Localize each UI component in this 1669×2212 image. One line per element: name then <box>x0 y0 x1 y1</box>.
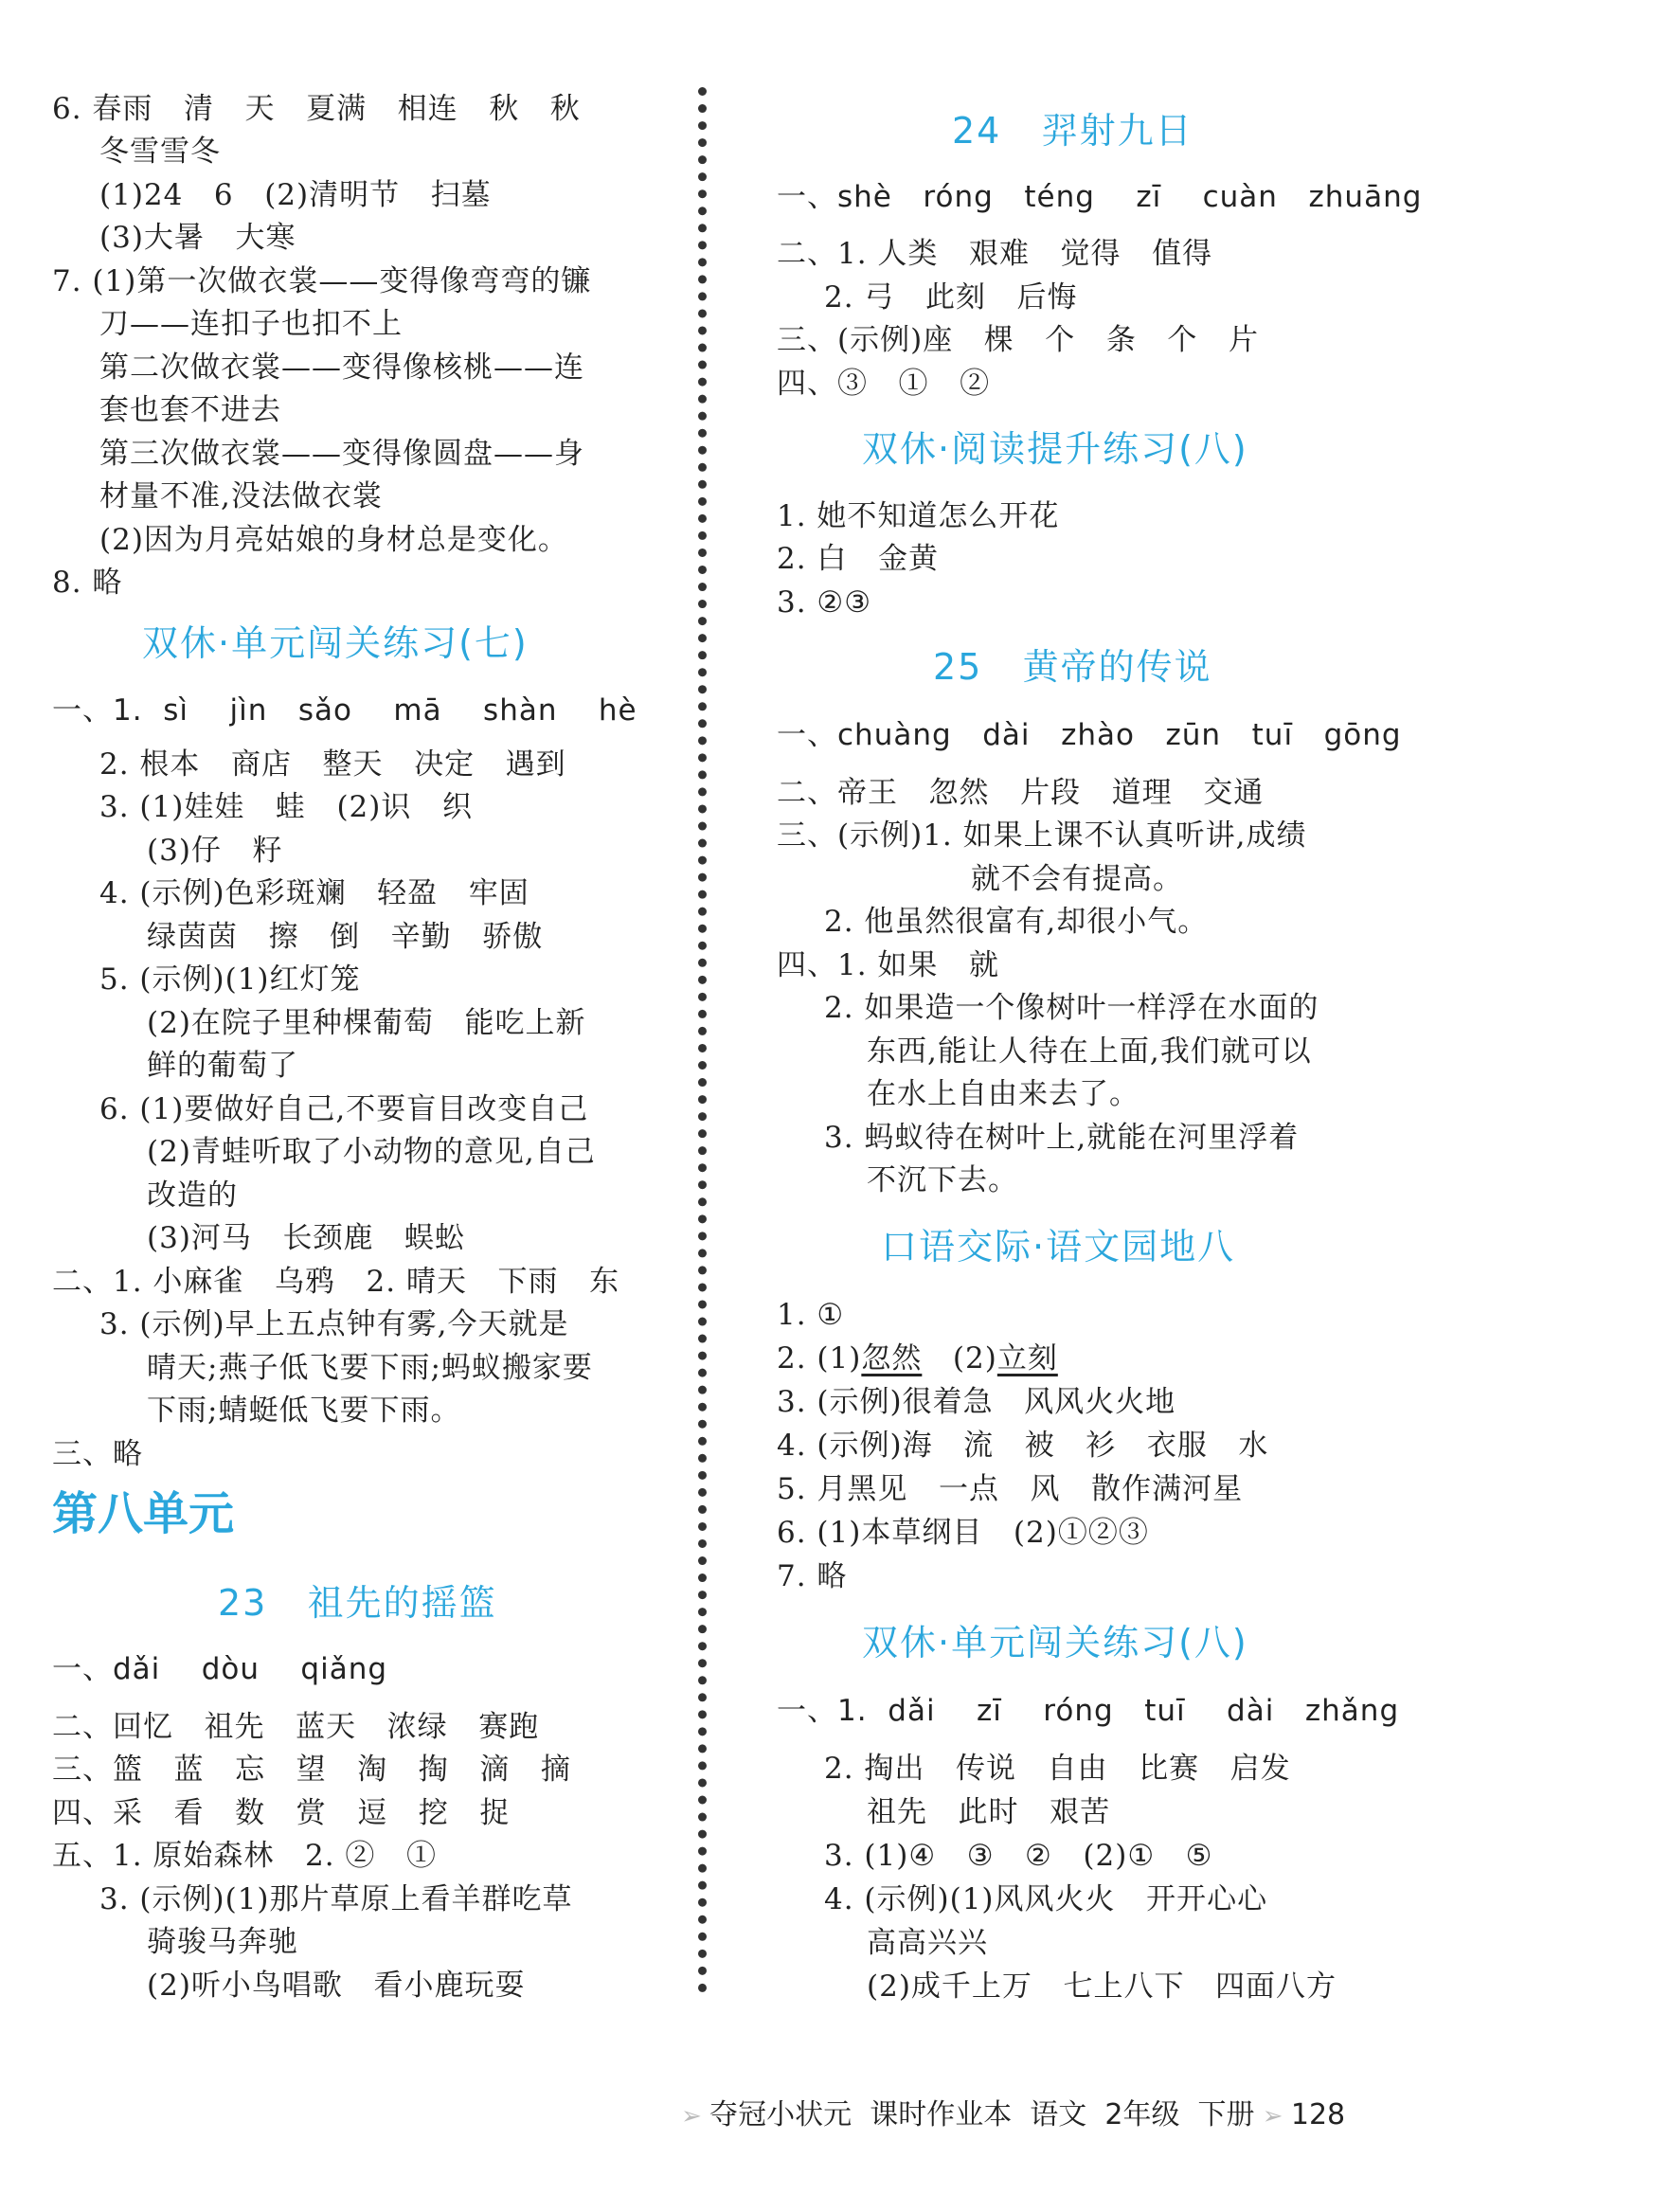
answer-line: 2. 如果造一个像树叶一样浮在水面的 <box>824 991 1319 1025</box>
answer-line: (2)成千上万 七上八下 四面八方 <box>867 1969 1337 2004</box>
answer-line: 绿茵茵 擦 倒 辛勤 骄傲 <box>147 920 544 954</box>
answer-line: 4. (示例)海 流 被 衫 衣服 水 <box>777 1429 1269 1463</box>
answer-line: (2)因为月亮姑娘的身材总是变化。 <box>99 523 568 557</box>
answer-line: 冬雪雪冬 <box>99 135 221 169</box>
answer-line: 改造的 <box>147 1178 238 1213</box>
answer-6: 6. 春雨 清 天 夏满 相连 秋 秋 <box>52 92 581 126</box>
answer-line: 5. (示例)(1)红灯笼 <box>99 962 361 997</box>
answer-line: 5. 月黑见 一点 风 散作满河星 <box>777 1472 1244 1506</box>
answer-line: 下雨;蜻蜓低飞要下雨。 <box>147 1394 461 1428</box>
column-divider <box>698 87 707 1993</box>
underlined-answer: 忽然 <box>861 1341 923 1376</box>
answer-line: 3. ②③ <box>777 585 872 620</box>
answer-8: 8. 略 <box>52 566 123 600</box>
answer-line: 6. (1)要做好自己,不要盲目改变自己 <box>99 1092 589 1126</box>
lesson-heading: 25 黄帝的传说 <box>933 646 1212 688</box>
answer-line: (3)大暑 大寒 <box>99 221 296 255</box>
lesson-heading: 24 羿射九日 <box>952 110 1193 152</box>
footer-brand: 夺冠小状元 <box>709 2098 852 2131</box>
answer-line: 祖先 此时 艰苦 <box>867 1795 1111 1829</box>
pinyin-line: 一、1. dǎi zī róng tuī dài zhǎng <box>777 1694 1400 1728</box>
answer-line: (2)听小鸟唱歌 看小鹿玩耍 <box>147 1969 526 2003</box>
answer-line: 三、篮 蓝 忘 望 淘 掏 滴 摘 <box>52 1753 571 1787</box>
answer-line: 骑骏马奔驰 <box>147 1925 298 1959</box>
arrow-icon: ➢ <box>681 2102 710 2131</box>
arrow-icon: ➢ <box>1254 2102 1291 2131</box>
answer-line: 3. (示例)早上五点钟有雾,今天就是 <box>99 1307 569 1341</box>
section-heading: 双休·单元闯关练习(七) <box>142 622 529 664</box>
answer-line: 2. 白 金黄 <box>777 542 939 576</box>
footer-subject: 语文 <box>1030 2098 1087 2131</box>
pinyin-line: 一、dǎi dòu qiǎng <box>52 1652 388 1686</box>
answer-7: 7. (1)第一次做衣裳——变得像弯弯的镰 <box>52 264 592 298</box>
answer-line: 四、采 看 数 赏 逗 挖 捉 <box>52 1796 511 1830</box>
answer-line: 四、③ ① ② <box>777 367 991 401</box>
answer-line: 五、1. 原始森林 2. ② ① <box>52 1839 437 1873</box>
lesson-heading: 23 祖先的摇篮 <box>218 1582 497 1624</box>
footer-book: 课时作业本 <box>870 2098 1013 2131</box>
answer-line: 在水上自由来去了。 <box>867 1077 1140 1111</box>
answer-line: (2)青蛙听取了小动物的意见,自己 <box>147 1135 596 1169</box>
answer-line: 二、1. 人类 艰难 觉得 值得 <box>777 237 1213 271</box>
answer-line: 第二次做衣裳——变得像核桃——连 <box>99 351 584 385</box>
section-heading: 双休·阅读提升练习(八) <box>862 428 1248 470</box>
answer-line: 3. (1)娃娃 蛙 (2)识 织 <box>99 790 473 824</box>
footer-volume: 下册 <box>1197 2098 1255 2131</box>
answer-line: 6. (1)本草纲目 (2)①②③ <box>777 1516 1149 1550</box>
answer-line: 3. (示例)(1)那片草原上看羊群吃草 <box>99 1882 573 1916</box>
answer-label: 2. (1) <box>777 1341 862 1376</box>
answer-line: (3)河马 长颈鹿 蜈蚣 <box>147 1221 466 1255</box>
answer-line: 2. 弓 此刻 后悔 <box>824 280 1078 315</box>
answer-line: 高高兴兴 <box>867 1926 988 1960</box>
pinyin-line: 一、chuàng dài zhào zūn tuī gōng <box>777 718 1402 752</box>
answer-line: (3)仔 籽 <box>147 834 283 868</box>
page-footer <box>663 2058 1421 2131</box>
answer-line: 东西,能让人待在上面,我们就可以 <box>867 1034 1312 1069</box>
unit-title: 第八单元 <box>52 1487 235 1540</box>
section-heading: 口语交际·语文园地八 <box>881 1226 1236 1268</box>
answer-line: (2)在院子里种棵葡萄 能吃上新 <box>147 1006 586 1040</box>
answer-line: 4. (示例)色彩斑斓 轻盈 牢固 <box>99 876 529 910</box>
answer-line: 刀——连扣子也扣不上 <box>99 307 403 341</box>
answer-line: 二、帝王 忽然 片段 道理 交通 <box>777 776 1265 810</box>
answer-line: 二、回忆 祖先 蓝天 浓绿 赛跑 <box>52 1710 540 1744</box>
answer-line: 2. 他虽然很富有,却很小气。 <box>824 905 1209 939</box>
answer-line: 4. (示例)(1)风风火火 开开心心 <box>824 1882 1268 1916</box>
answer-line: 1. ① <box>777 1298 845 1332</box>
answer-line: 1. 她不知道怎么开花 <box>777 499 1060 533</box>
answer-line: 鲜的葡萄了 <box>147 1049 298 1083</box>
answer-line: 第三次做衣裳——变得像圆盘——身 <box>99 437 584 471</box>
page-number: 128 <box>1290 2098 1346 2131</box>
answer-line: (1)24 6 (2)清明节 扫墓 <box>99 178 492 212</box>
answer-line: 套也套不进去 <box>99 393 281 427</box>
answer-line: 不沉下去。 <box>867 1163 1018 1197</box>
answer-line: 三、(示例)座 棵 个 条 个 片 <box>777 323 1259 357</box>
section-heading: 双休·单元闯关练习(八) <box>862 1622 1248 1663</box>
answer-line: 3. (1)④ ③ ② (2)① ⑤ <box>824 1839 1213 1873</box>
answer-line: 7. 略 <box>777 1559 848 1593</box>
answer-line: 二、1. 小麻雀 乌鸦 2. 晴天 下雨 东 <box>52 1265 620 1299</box>
pinyin-line: 一、shè róng téng zī cuàn zhuāng <box>777 180 1423 214</box>
answer-line: 三、(示例)1. 如果上课不认真听讲,成绩 <box>777 818 1307 853</box>
answer-label: (2) <box>922 1341 997 1376</box>
answer-line: 2. 根本 商店 整天 决定 遇到 <box>99 747 566 782</box>
pinyin-line: 一、1. sì jìn sǎo mā shàn hè <box>52 693 637 728</box>
answer-line: 2. 掏出 传说 自由 比赛 启发 <box>824 1752 1291 1786</box>
answer-line: 四、1. 如果 就 <box>777 948 999 982</box>
answer-line: 三、略 <box>52 1437 143 1471</box>
answer-line: 材量不准,没法做衣裳 <box>99 479 383 513</box>
answer-line: 就不会有提高。 <box>971 862 1183 896</box>
answer-line: 晴天;燕子低飞要下雨;蚂蚁搬家要 <box>147 1351 593 1385</box>
answer-line: 3. 蚂蚁待在树叶上,就能在河里浮着 <box>824 1121 1300 1155</box>
underlined-answer: 立刻 <box>996 1341 1058 1376</box>
footer-grade: 2年级 <box>1104 2098 1180 2131</box>
answer-line: 3. (示例)很着急 风风火火地 <box>777 1385 1176 1419</box>
answer-line <box>777 1340 1058 1377</box>
